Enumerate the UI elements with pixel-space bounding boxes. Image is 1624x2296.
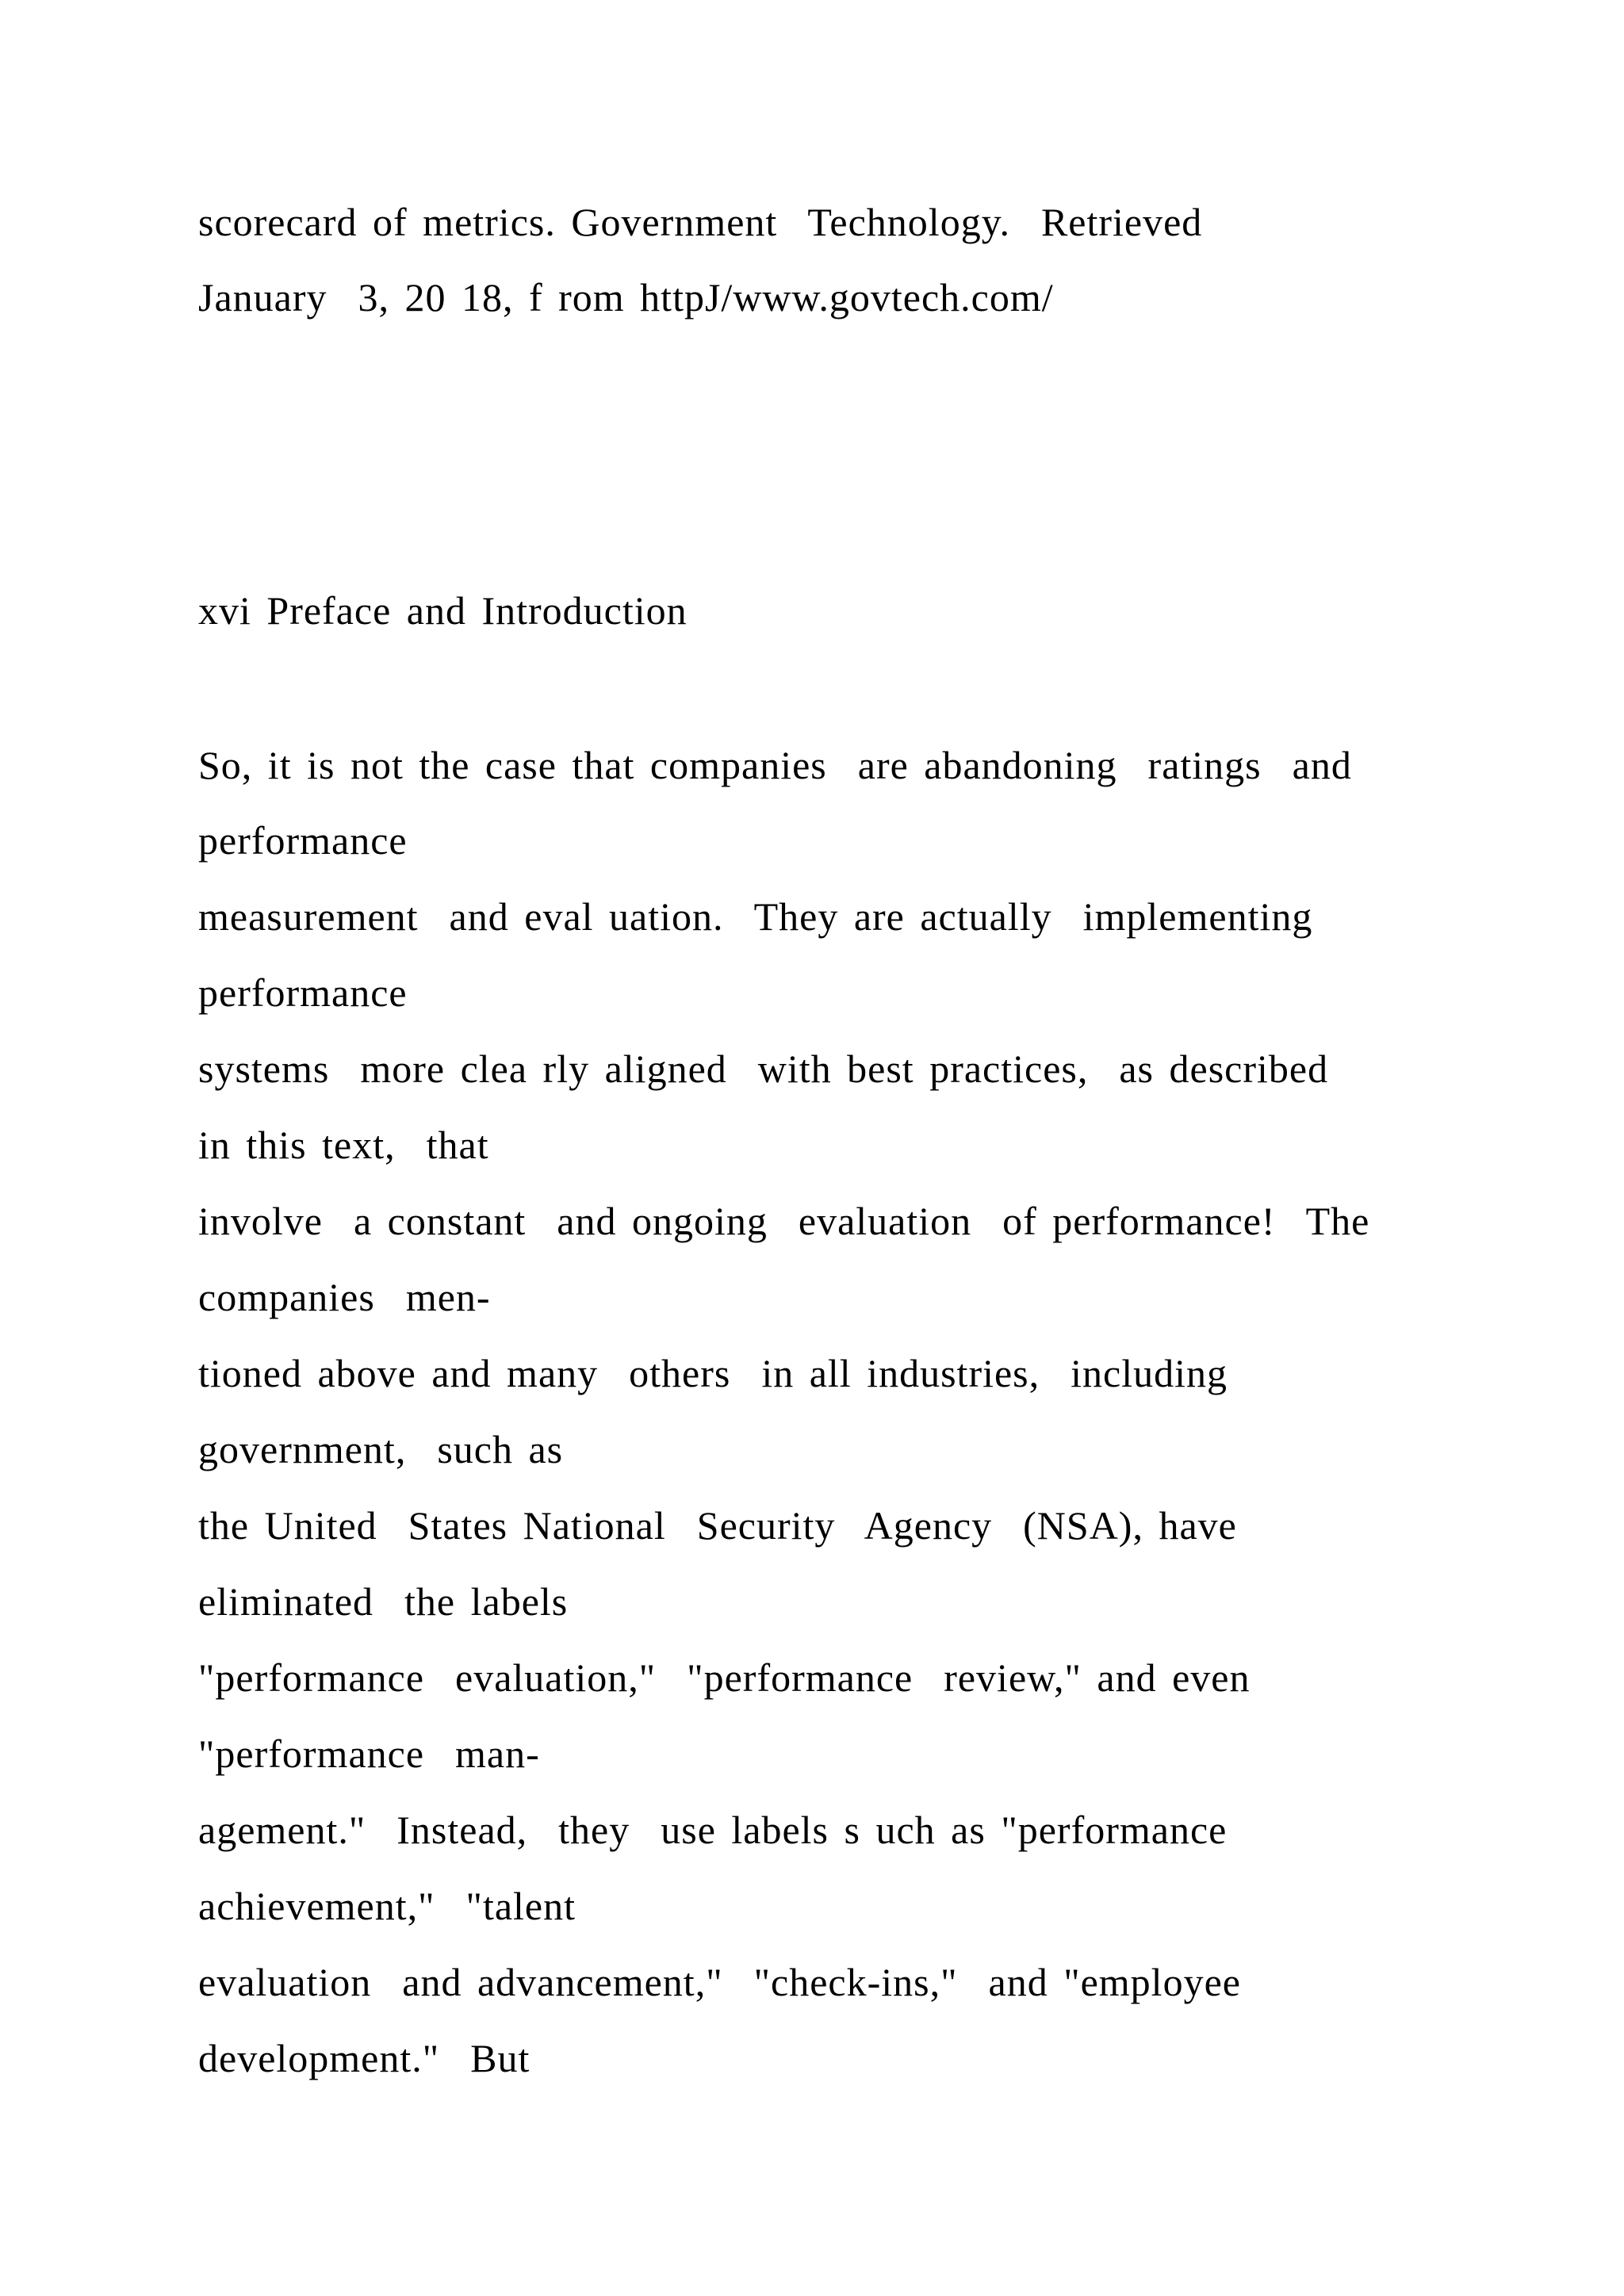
body-line: "performance evaluation," "performance review," and even bbox=[198, 1655, 1251, 1700]
body-line: evaluation and advancement," "check-ins," and "employee bbox=[198, 1960, 1241, 2004]
reference-line: January 3, 20 18, f rom httpJ/www.govtech.com/ bbox=[198, 275, 1054, 320]
body-line: performance bbox=[198, 970, 408, 1015]
reference-line: scorecard of metrics. Government Technology. Retrieved bbox=[198, 200, 1203, 244]
running-head: xvi Preface and Introduction bbox=[198, 588, 688, 633]
body-line: development." But bbox=[198, 2036, 530, 2080]
body-line: "performance man- bbox=[198, 1732, 540, 1776]
body-line: companies men- bbox=[198, 1275, 491, 1319]
body-line: tioned above and many others in all industries, including bbox=[198, 1351, 1228, 1395]
body-line: agement." Instead, they use labels s uch as "performance bbox=[198, 1808, 1228, 1852]
body-line: systems more clea rly aligned with best practices, as described bbox=[198, 1047, 1329, 1091]
body-line: performance bbox=[198, 818, 408, 863]
body-line: the United States National Security Agency (NSA), have bbox=[198, 1503, 1237, 1548]
body-line: government, such as bbox=[198, 1427, 564, 1471]
body-line: in this text, that bbox=[198, 1123, 489, 1167]
body-line: involve a constant and ongoing evaluation of performance! The bbox=[198, 1199, 1370, 1243]
body-line: measurement and eval uation. They are actually implementing bbox=[198, 894, 1313, 939]
body-line: achievement," "talent bbox=[198, 1884, 576, 1928]
body-line: eliminated the labels bbox=[198, 1579, 569, 1624]
body-line: So, it is not the case that companies are abandoning ratings and bbox=[198, 743, 1352, 787]
